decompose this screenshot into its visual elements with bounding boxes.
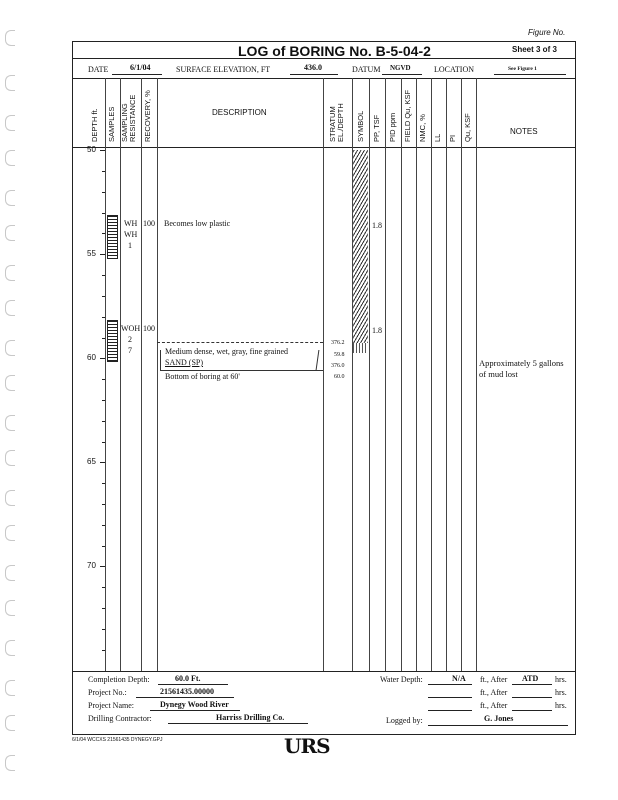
col-pid: PID ppm: [388, 112, 397, 142]
col-nmc: NMC, %: [418, 114, 427, 142]
col-field-qu: FIELD Qu, KSF: [403, 89, 412, 142]
sheet-number: Sheet 3 of 3: [512, 45, 557, 54]
notes-line-2: of mud lost: [479, 369, 518, 379]
ft-after-2: ft., After: [480, 688, 508, 697]
col-sampling-resistance: SAMPLING RESISTANCE: [120, 94, 137, 142]
col-pp: PP, TSF: [372, 114, 381, 142]
recovery-2: 100: [143, 324, 155, 333]
project-no-value: 21561435.00000: [160, 687, 214, 696]
col-symbol: SYMBOL: [356, 110, 365, 142]
project-name-label: Project Name:: [88, 701, 134, 710]
ft-after-3: ft., After: [480, 701, 508, 710]
pp-value-2: 1.8: [372, 326, 382, 335]
boring-log-frame: [72, 41, 576, 735]
urs-logo: URS: [284, 734, 330, 758]
resistance-2b: 2: [128, 335, 132, 344]
description-low-plastic: Becomes low plastic: [164, 219, 231, 228]
resistance-2a: WOH: [121, 324, 141, 333]
stratum-depth-1: 59.8: [334, 352, 345, 358]
col-notes: NOTES: [510, 127, 538, 136]
depth-label-65: 65: [87, 457, 96, 466]
depth-label-50: 50: [87, 145, 96, 154]
resistance-1b: WH: [124, 230, 138, 239]
sample-interval-1: [107, 215, 118, 259]
hrs-3: hrs.: [555, 701, 567, 710]
ft-after-1: ft., After: [480, 675, 508, 684]
drilling-contractor-value: Harriss Drilling Co.: [216, 713, 285, 722]
col-recovery: RECOVERY, %: [143, 90, 152, 142]
description-bottom: Bottom of boring at 60': [165, 372, 240, 381]
logged-by-label: Logged by:: [386, 716, 423, 725]
sample-interval-2: [107, 320, 118, 362]
depth-label-70: 70: [87, 561, 96, 570]
depth-label-55: 55: [87, 249, 96, 258]
col-depth: DEPTH ft.: [90, 108, 99, 142]
water-depth-label: Water Depth:: [380, 675, 423, 684]
location-value: See Figure 1: [508, 66, 537, 72]
pp-value-1: 1.8: [372, 221, 382, 230]
notes-line-1: Approximately 5 gallons: [479, 358, 564, 368]
col-samples: SAMPLES: [107, 106, 116, 142]
resistance-1a: WH: [124, 219, 138, 228]
location-label: LOCATION: [434, 65, 474, 74]
stratum-elev-1: 376.2: [331, 340, 345, 346]
depth-label-60: 60: [87, 353, 96, 362]
datum-label: DATUM: [352, 65, 381, 74]
completion-depth-label: Completion Depth:: [88, 675, 150, 684]
logged-by-value: G. Jones: [484, 714, 514, 723]
soil-symbol-hatch: [353, 150, 368, 343]
description-sand-2: SAND (SP): [165, 358, 204, 367]
project-no-label: Project No.:: [88, 688, 127, 697]
sand-symbol: [353, 343, 368, 353]
datum-value: NGVD: [390, 64, 411, 72]
figure-label: Figure No.: [528, 28, 566, 37]
resistance-1c: 1: [128, 241, 132, 250]
water-depth-value: N/A: [452, 674, 466, 683]
surface-elevation-label: SURFACE ELEVATION, FT: [176, 65, 271, 74]
description-sand-1: Medium dense, wet, gray, fine grained: [165, 347, 288, 356]
date-label: DATE: [88, 65, 109, 74]
col-qu: Qu, KSF: [463, 113, 472, 142]
file-reference: 6/1/04 WCCXS 21561435 DYNEGY.GPJ: [72, 737, 163, 743]
surface-elevation-value: 436.0: [304, 63, 322, 72]
hrs-1: hrs.: [555, 675, 567, 684]
atd-value: ATD: [522, 674, 539, 683]
project-name-value: Dynegy Wood River: [160, 700, 229, 709]
col-stratum: STRATUM EL./DEPTH: [328, 103, 345, 142]
col-pi: PI: [448, 134, 457, 142]
stratum-depth-2: 60.0: [334, 374, 345, 380]
col-description: DESCRIPTION: [212, 108, 267, 117]
log-title: LOG of BORING No. B-5-04-2: [238, 43, 431, 59]
stratum-elev-2: 376.0: [331, 363, 345, 369]
col-ll: LL: [433, 133, 442, 142]
drilling-contractor-label: Drilling Contractor:: [88, 714, 152, 723]
completion-depth-value: 60.0 Ft.: [175, 674, 201, 683]
resistance-2c: 7: [128, 346, 132, 355]
hrs-2: hrs.: [555, 688, 567, 697]
date-value: 6/1/04: [130, 63, 151, 72]
recovery-1: 100: [143, 219, 155, 228]
